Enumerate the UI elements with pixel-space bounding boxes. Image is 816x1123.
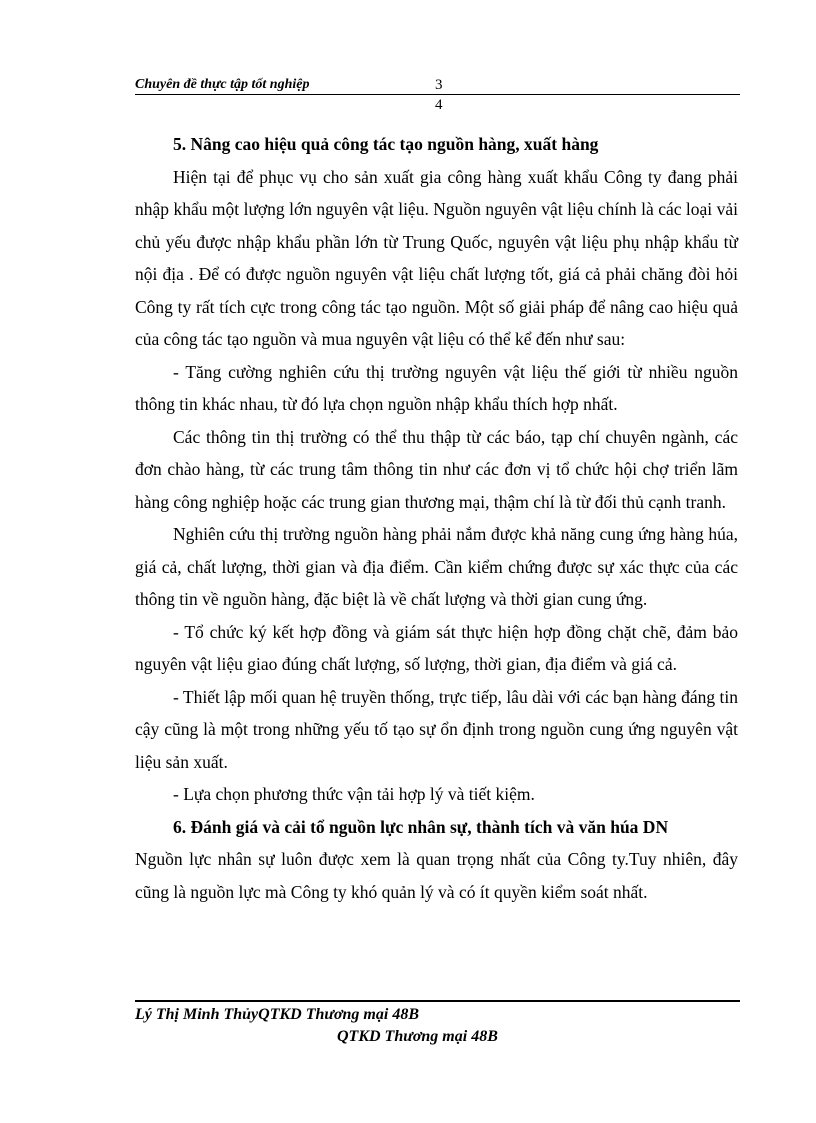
paragraph: Nghiên cứu thị trường nguồn hàng phải nắm được khả năng cung ứng hàng húa, giá cả, chất lượng, thời gian và địa điểm. Cần kiểm chứng được sự xác thực của các thông tin về nguồn hàng, đặc biệt là về chất lượng và thời gian cung ứng. — [135, 524, 738, 609]
bullet-paragraph: - Lựa chọn phương thức vận tải hợp lý và tiết kiệm. — [173, 784, 535, 804]
bullet-paragraph: - Thiết lập mối quan hệ truyền thống, trực tiếp, lâu dài với các bạn hàng đáng tin cậy cũng là một trong những yếu tố tạo sự ổn định trong nguồn cung ứng nguyên vật liệu sản xuất. — [135, 686, 738, 772]
paragraph: Nguồn lực nhân sự luôn được xem là quan trọng nhất của Công ty.Tuy nhiên, đây cũng là nguồn lực mà Công ty khó quản lý và có ít quyền kiểm soát nhất. — [135, 849, 738, 902]
page-number: 3 — [435, 77, 443, 93]
footer-author: Lý Thị Minh ThủyQTKD Thương mại 48B — [135, 1006, 419, 1023]
section-heading-6: 6. Đánh giá và cải tổ nguồn lực nhân sự, thành tích và văn húa DN — [173, 816, 669, 837]
bullet-paragraph: - Tăng cường nghiên cứu thị trường nguyên vật liệu thế giới từ nhiều nguồn thông tin khác nhau, từ đó lựa chọn nguồn nhập khẩu thích hợp nhất. — [135, 361, 738, 414]
document-title: Chuyên đề thực tập tốt nghiệp — [135, 77, 310, 92]
paragraph: Hiện tại để phục vụ cho sản xuất gia công hàng xuất khẩu Công ty đang phải nhập khẩu một lượng lớn nguyên vật liệu. Nguồn nguyên vật liệu chính là các loại vải chủ yếu được nhập khẩu phần lớn từ Trung Quốc, nguyên vật liệu phụ nhập khẩu từ nội địa . Để có được nguồn nguyên vật liệu chất lượng tốt, giá cả phải chăng đòi hỏi Công ty rất tích cực trong công tác tạo nguồn. Một số giải pháp để nâng cao hiệu quả của công tác tạo nguồn và mua nguyên vật liệu có thể kể đến như sau: — [135, 166, 738, 349]
footer-divider — [135, 1000, 740, 1002]
bullet-paragraph: - Tổ chức ký kết hợp đồng và giám sát thực hiện hợp đồng chặt chẽ, đảm bảo nguyên vật liệu giao đúng chất lượng, số lượng, thời gian, địa điểm và giá cả. — [135, 621, 738, 674]
section-heading-5: 5. Nâng cao hiệu quả công tác tạo nguồn hàng, xuất hàng — [173, 134, 599, 154]
page-number-secondary: 4 — [435, 97, 443, 113]
document-body — [135, 128, 738, 908]
paragraph: Các thông tin thị trường có thể thu thập từ các báo, tạp chí chuyên ngành, các đơn chào hàng, từ các trung tâm thông tin như các đơn vị tổ chức hội chợ triển lãm hàng công nghiệp hoặc các trung gian thương mại, thậm chí là từ đối thủ cạnh tranh. — [135, 426, 738, 512]
page-header — [135, 76, 740, 95]
footer-class: QTKD Thương mại 48B — [337, 1028, 498, 1045]
